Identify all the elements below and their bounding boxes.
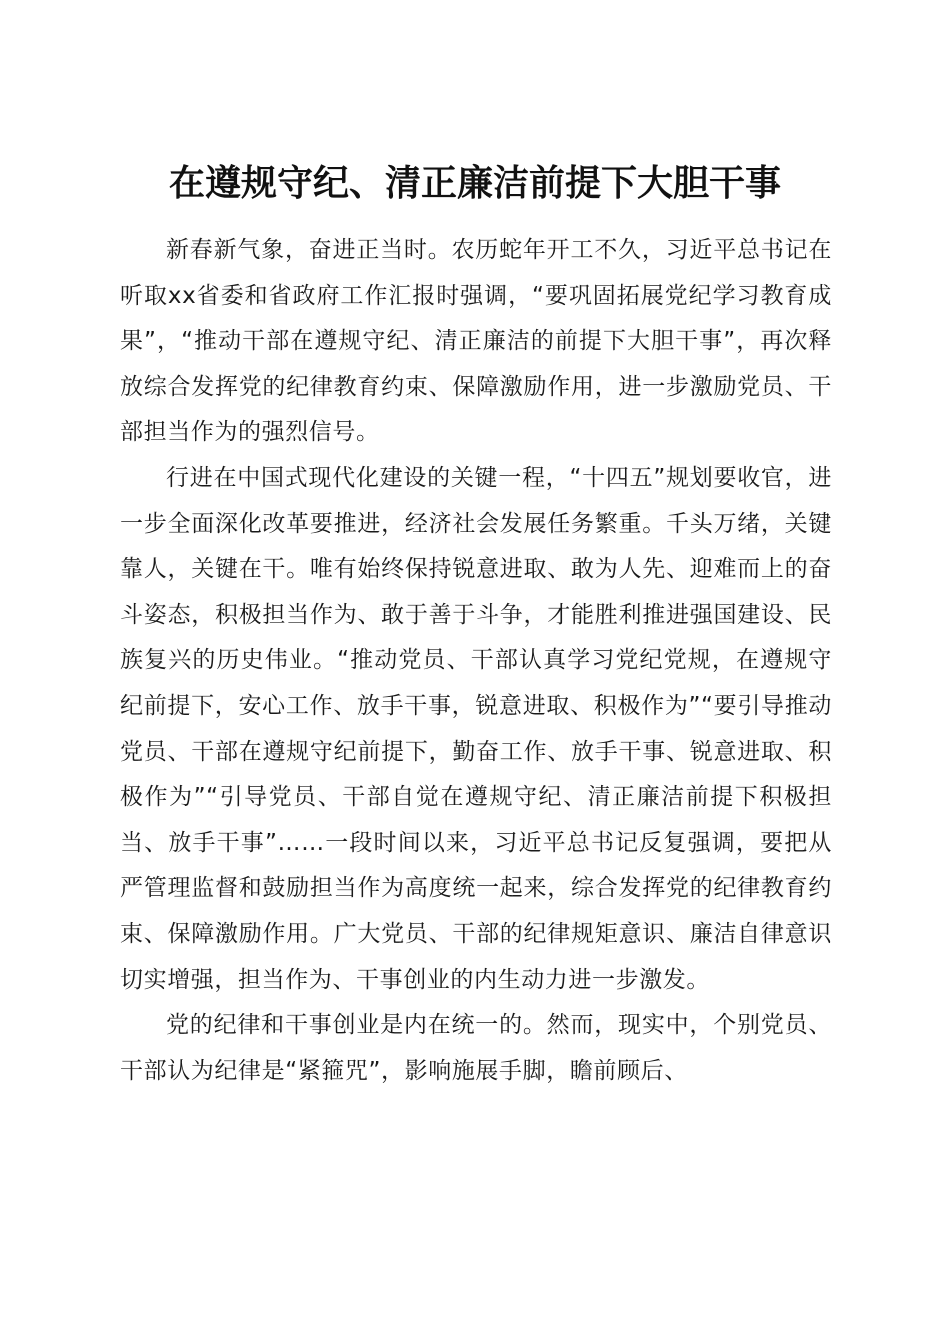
document-title: 在遵规守纪、清正廉洁前提下大胆干事 [168, 162, 781, 205]
document-body [120, 228, 832, 1094]
paragraph-1: 新春新气象，奋进正当时。农历蛇年开工不久，习近平总书记在听取xx省委和省政府工作汇报时强调，“要巩固拓展党纪学习教育成果”，“推动干部在遵规守纪、清正廉洁的前提下大胆干事”，再次释放综合发挥党的纪律教育约束、保障激励作用，进一步激励党员、干部担当作为的强烈信号。 [120, 237, 832, 446]
paragraph-2: 行进在中国式现代化建设的关键一程，“十四五”规划要收官，进一步全面深化改革要推进，经济社会发展任务繁重。千头万绪，关键靠人，关键在干。唯有始终保持锐意进取、敢为人先、迎难而上的奋斗姿态，积极担当作为、敢于善于斗争，才能胜利推进强国建设、民族复兴的历史伟业。“推动党员、干部认真学习党纪党规，在遵规守纪前提下，安心工作、放手干事，锐意进取、积极作为”“要引导推动党员、干部在遵规守纪前提下，勤奋工作、放手干事、锐意进取、积极作为”“引导党员、干部自觉在遵规守纪、清正廉洁前提下积极担当、放手干事”……一段时间以来，习近平总书记反复强调，要把从严管理监督和鼓励担当作为高度统一起来，综合发挥党的纪律教育约束、保障激励作用。广大党员、干部的纪律规矩意识、廉洁自律意识切实增强，担当作为、干事创业的内生动力进一步激发。 [120, 464, 832, 993]
paragraph-3: 党的纪律和干事创业是内在统一的。然而，现实中，个别党员、干部认为纪律是“紧箍咒”，影响施展手脚，瞻前顾后、 [120, 1012, 832, 1084]
